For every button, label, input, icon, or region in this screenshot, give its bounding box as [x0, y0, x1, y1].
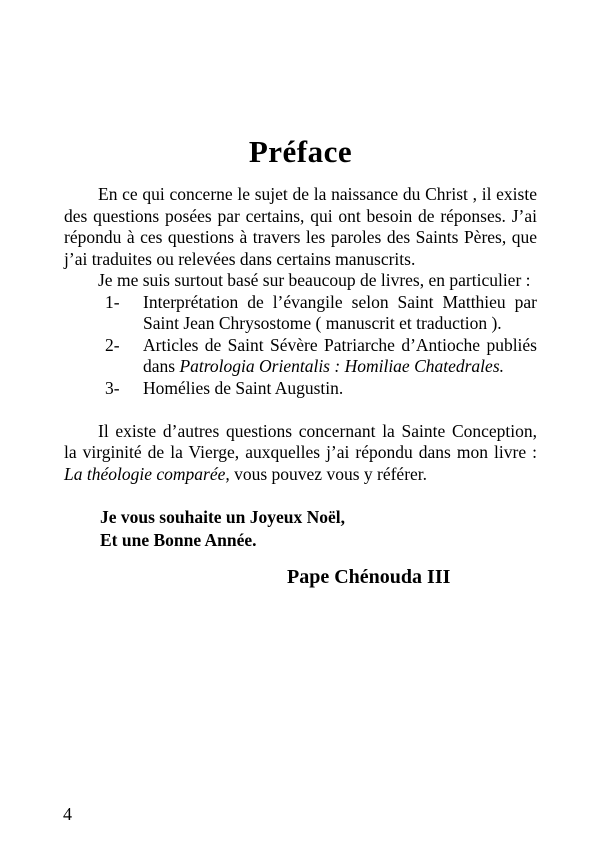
list-item-text-plain: Articles de Saint Sévère Patriarche d’Antioche publiés dans [143, 334, 537, 376]
paragraph-intro: En ce qui concerne le sujet de la naissance du Christ , il existe des questions posées par certains, qui ont besoin de réponses. J’ai répondu à ces questions à travers les paroles des Saints Pères, que j’ai traduites ou relevées dans certains manuscrits. [64, 184, 537, 269]
page-title: Préface [248, 134, 353, 169]
list-item-text: Homélies de Saint Augustin. [143, 377, 344, 398]
list-item [64, 292, 537, 335]
author-signature: Pape Chénouda III [287, 566, 451, 588]
list-item-text-italic: Patrologia Orientalis : Homiliae Chatedrales. [179, 356, 504, 376]
list-item-number: 1- [105, 291, 120, 312]
greeting-line-1: Je vous souhaite un Joyeux Noël, [100, 507, 346, 527]
list-item-number: 2- [105, 334, 120, 355]
list-item-text [143, 335, 537, 377]
page-number: 4 [63, 804, 72, 824]
greeting-line-2: Et une Bonne Année. [100, 529, 257, 550]
list-item-number: 3- [105, 377, 120, 398]
closing-greeting [100, 506, 537, 551]
paragraph-text-plain: Il existe d’autres questions concernant la Sainte Conception, la virginité de la Vierge, auxquelles j’ai répondu dans mon livre : [64, 420, 537, 462]
book-title-italic: La théologie comparée, [64, 463, 230, 484]
numbered-source-list [64, 292, 537, 400]
list-item-text: Interprétation de l’évangile selon Saint Matthieu par Saint Jean Chrysostome ( manuscrit et traduction ). [143, 291, 537, 333]
paragraph-text-plain: vous pouvez vous y référer. [229, 463, 428, 484]
paragraph-other-questions [64, 421, 537, 486]
list-item [64, 378, 537, 400]
list-item [64, 335, 537, 378]
body-text-block [64, 184, 537, 589]
paragraph-sources-lead: Je me suis surtout basé sur beaucoup de livres, en particulier : [98, 270, 531, 290]
